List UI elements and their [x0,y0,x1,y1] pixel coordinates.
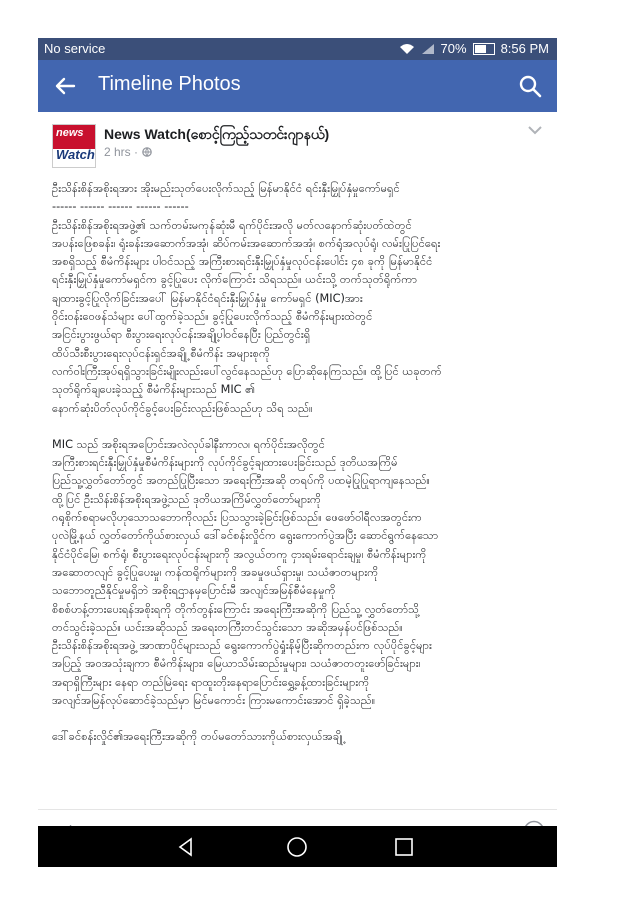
post-text-line: ------ ------ ------ ------ ------ [52,200,189,214]
post-text-line: ဝိုင်းဝန်းဝေဖန်သံများ ပေါ်ထွက်ခဲ့သည်။ ခွင့်ပြုပေးလိုက်သည့် စီမံကိန်းများထဲတွင် [52,310,373,324]
paragraph-gap [52,418,547,436]
post-text-line: သဘောတူညီနိုင်မှုမရှိဘဲ အစိုးရဌာနမှပြောင်းမီ အလျင်အမြန်စီမံနေမှုကို [52,584,336,598]
post-text-line: တင်သွင်းခဲ့သည်။ ယင်းအဆိုသည် အရေးတကြီးတင်သွင်းသော အဆိုအမှန်ပင်ဖြစ်သည်။ [52,620,403,634]
post-card [38,112,557,809]
post-text-line: အလျင်အမြန်လုပ်ဆောင်ခဲ့သည်မှာ မြင်မကောင်း ကြားမကောင်းအောင် ရှိခဲ့သည်။ [52,694,376,708]
wifi-icon [399,43,415,55]
nav-home-icon[interactable] [286,836,308,858]
post-meta [104,145,152,159]
post-text-line: ဦးသိန်းစိန်အစိုးရအဖွဲ့ အာဏာပိုင်များသည် ရွေးကောက်ပွဲရှုံးနိမ့်ပြီးဆိုကတည်းက လုပ်ပိုင်ခွင့်များ [52,639,432,653]
status-right [399,41,549,56]
post-text-line: အစရှိသည့် စီမံကိန်းများ ပါဝင်သည့် အကြီးစားရင်းနှီးမြှုပ်နှံမှုလုပ်ငန်းပေါင်း ၄၈ ခုကို မြန်မာနိုင်ငံ [52,255,433,269]
post-text-line: ပုလဲမြို့နယ် လွှတ်တော်ကိုယ်စားလှယ် ဒေါ်ခင်စန်းလှိုင်က ရွေးကောက်ပွဲအပြီး ဆောင်ရွက်နေသော [52,529,439,543]
post-text-line: ဦးသိန်းစိန်အစိုးရအဖွဲ့၏ သက်တမ်းမကုန်ဆုံးမီ ရက်ပိုင်းအလို မတ်လနောက်ဆုံးပတ်ထဲတွင် [52,218,412,232]
battery-icon [473,43,495,55]
nav-recents-icon[interactable] [393,836,415,858]
post-text-line: ဒေါ်ခင်စန်းလှိုင်၏အရေးကြီးအဆိုကို တပ်မတော်သားကိုယ်စားလှယ်အချို့ [52,730,343,744]
page-avatar[interactable] [52,124,96,168]
battery-percent: 70% [440,41,467,56]
post-text-line: နောက်ဆုံးပိတ်လုပ်ကိုင်ခွင့်ပေးခြင်းလည်းဖြစ်သည်ဟု သိရ သည်။ [52,401,313,415]
post-text-line: အပြည့် အဝအသုံးချကာ စီမံကိန်းများ၊ မြေယာသိမ်းဆည်းမှုများ၊ သယံဇာတတူးဖော်ခြင်းများ၊ [52,657,421,671]
status-bar [38,38,557,60]
post-text-line: ဦးသိန်းစိန်အစိုးရအား အိုးမည်းသုတ်ပေးလိုက်သည့် မြန်မာနိုင်ငံ ရင်းနှီးမြှုပ်နှံမှုကော်မရှင် [52,182,400,195]
page-title: Timeline Photos [98,73,241,95]
page-name[interactable]: News Watch(စောင့်ကြည့်သတင်းဂျာနယ်) [104,126,330,142]
post-text [52,180,547,747]
avatar-text-bottom: Watch [56,147,95,162]
paragraph-gap [52,710,547,728]
app-bar [38,60,557,112]
post-text-line: ချထားခွင့်ပြုလိုက်ခြင်းအပေါ် မြန်မာနိုင်ငံရင်းနှီးမြှုပ်နှံမှု ကော်မရှင် (MIC)အား [52,291,363,305]
signal-icon [421,43,435,55]
post-text-line: လက်ဝါးကြီးအုပ်ရရှိသွားခြင်းမျိုးလည်းပေါ်လွင်နေသည်ဟု ပြောဆိုနေကြသည်။ ထို့ပြင် ယခုတက် [52,364,442,378]
avatar-text-top: news [56,127,84,139]
phone-screen [38,38,557,867]
post-text-line: နိုင်ငံပိုင်မြေ၊ စက်ရုံ၊ စီးပွားရေးလုပ်ငန်းများကို အလွယ်တကူ ငှားရမ်းရောင်းချမှု၊ စီမံကိန်းများကို [52,547,427,561]
search-icon[interactable] [517,73,543,99]
clock: 8:56 PM [500,41,549,56]
chevron-down-icon[interactable] [527,124,543,136]
post-text-line: စိစစ်ဟန့်တားပေးရန်အစိုးရကို တိုက်တွန်းကြောင်း အရေးကြီးအဆိုကို ပြည်သူ့ လွှတ်တော်သို့ [52,602,420,616]
post-text-line: ရင်းနှီးမြှုပ်နှံမှုကော်မရှင်က ခွင့်ပြုပေး လိုက်ကြောင်း သိရသည်။ ယင်းသို့ တက်သုတ်ရိုက်ကာ [52,273,418,287]
back-arrow-icon[interactable] [52,73,78,99]
system-nav-bar [38,826,557,867]
post-text-line: ထိပ်သီးစီးပွားရေးလုပ်ငန်းရှင်အချို့ စီမံကိန်း အများစုကို [52,346,271,360]
battery-fill [475,45,487,53]
post-text-line: အငြင်းပွားဖွယ်ရာ စီးပွားရေးလုပ်ငန်းအချို့ပါဝင်နေပြီး ပြည်တွင်းရှိ [52,328,311,342]
post-time[interactable]: 2 hrs · [104,145,139,159]
post-text-line: အပန်းဖြေစခန်း၊ ရုံးခန်းအဆောက်အအုံ၊ ဆိပ်ကမ်းအဆောက်အအုံ၊ စက်ရုံအလုပ်ရုံ၊ လမ်းပြုပြင်ရေး [52,236,441,250]
carrier-label: No service [44,41,106,56]
nav-back-icon[interactable] [175,836,197,858]
post-text-line: ပြည်သူ့လွှတ်တော်တွင် အတည်ပြုပြီးသော အရေးကြီးအဆို တရပ်ကို ပထမဲ့ပြုပြုရာကျနေသည်။ [52,474,430,488]
post-text-line: ဂရုစိုက်စရာမလိုဟုသောသဘောကိုလည်း ပြသသွားခဲ့ခြင်းဖြစ်သည်။ ဖေဖော်ဝါရီလအတွင်းက [52,511,423,525]
post-text-line: MIC သည် အစိုးရအပြောင်းအလဲလုပ်ခါနီးကာလ၊ ရက်ပိုင်းအလိုတွင် [52,437,325,451]
post-text-line: အရာရှိကြီးများ နေရာ တည်မြဲရေး ရာထူးတိုးနေရာပြောင်းရွှေ့ခန့်ထားခြင်းများကို [52,675,370,689]
post-text-line: အဆောတလျင် ခွင့်ပြုပေးမှု၊ ကန်ထရိုက်များကို အခမှုဖယ်ရှားမှု၊ သယံဇာတများကို [52,565,379,579]
post-text-line: ထို့ပြင် ဦးသိန်းစိန်အစိုးရအဖွဲ့သည် ဒုတိယအကြိမ်လွှတ်တော်များကို [52,492,322,506]
post-text-line: သုတ်ရိုက်ချပေးခဲ့သည့် စီမံကိန်းများသည် MIC ၏ [52,383,256,397]
globe-icon [142,147,152,157]
post-text-line: အကြီးစားရင်းနှီးမြှုပ်နှံမှုစီမံကိန်းများကို လုပ်ကိုင်ခွင့်ချထားပေးခြင်းသည် ဒုတိယအကြိမ် [52,456,398,470]
